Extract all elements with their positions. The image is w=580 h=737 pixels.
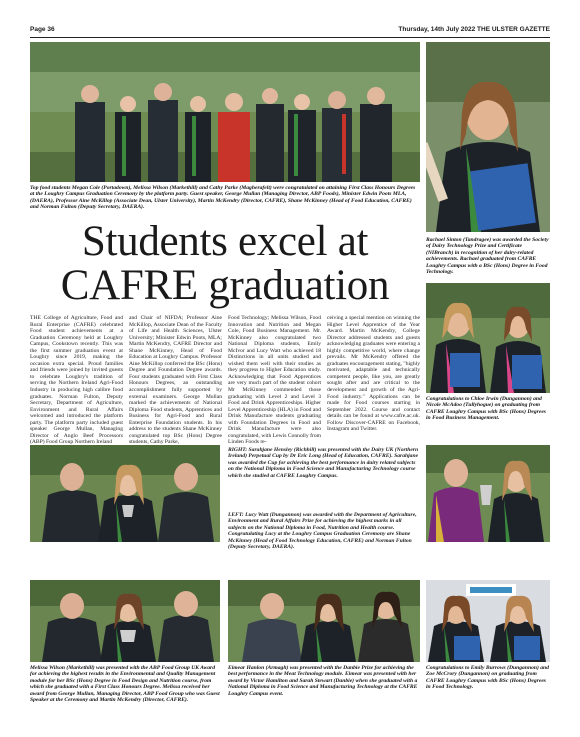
headline-line-2: CAFRE graduation xyxy=(60,262,390,309)
lucy-photo xyxy=(30,445,220,542)
chloe-nicole-caption: Congratulations to Chloe Irwin (Dungannon) and Nicole McAdoo (Tullyhogue) on graduating from CAFRE Loughry Campus with BSc (Hons) Degrees in Food Business Management. xyxy=(426,396,546,422)
date-publication: Thursday, 14th July 2022 THE ULSTER GAZETTE xyxy=(398,26,550,33)
sarahjane-caption: RIGHT: Sarahjane Hensley (Richhill) was presented with the Dairy UK (Northern Ireland) Perpetual Cup by Dr Eric Long (Head of Education, CAFRE). Sarahjane was awarded the Cup for achieving the best performance in dairy related subjects on the National Diploma in Food Science and Manufacturing Technology course which she studied at CAFRE Loughry Campus. xyxy=(228,447,419,479)
melissa-caption: Melissa Wilson (Markethill) was presented with the ABP Food Group UK Award for achieving the highest results in the Environmental and Quality Management module for her BSc (Hons) Degree in Food Design and Nutrition course, from which she graduated with a First Class Honours Degree. Melissa received her award from George Mullan, Managing Director, ABP Food Group who was Guest Speaker at the Ceremony and Martin McKendry (Director, CAFRE). xyxy=(30,665,220,704)
rachael-caption: Rachael Sinton (Tandragee) was awarded the Society of Dairy Technology Prize and Certificate (NIBranch) in recognition of her dairy-related achievements. Rachael graduated from CAFRE Loughry Campus with a BSc (Hons) Degree in Food Technology. xyxy=(426,237,549,276)
emily-zoe-caption: Congratulations to Emily Burrows (Dungannon) and Zoe McCrory (Dungannon) on graduating from CAFRE Loughry Campus with BSc (Hons) Degrees in Food Technology. xyxy=(426,665,549,691)
article-column-3 xyxy=(228,315,321,446)
eimear-photo xyxy=(228,580,420,662)
header-rule xyxy=(30,37,550,38)
melissa-photo xyxy=(30,580,220,662)
article-text-col3: Food Technology; Melissa Wilson, Food Innovation and Nutrition and Megan Cole, Food Business Management. Mr. McKinney also congratulated two National Diploma students, Emily McIvor and Lucy Watt who achieved 18 Distinctions in all units studied and wished them well with their studies as they progress to Higher Education study. Acknowledging that Food Apprentices are very much part of the student cohort Mr McKinney commended those graduating with Level 2 and Level 3 Food and Drink Apprenticeships. Higher Level Apprenticeship (HLA) in Food and Drink Manufacture students graduating with Foundation Degrees in Food and Drink Manufacture were also congratulated, with Lewis Connolly from Linden Foods re- xyxy=(228,315,321,446)
lucy-caption: LEFT: Lucy Watt (Dungannon) was awarded with the Department of Agriculture, Environment and Rural Affairs Prize for achieving the highest marks in all subjects on the National Diploma in Food, Nutrition and Health course. Congratulating Lucy at the Loughry Campus Graduation Ceremony are Shane McKinney (Head of Food Technology Education, CAFRE) and Norman Fulton (Deputy Secretary, DAERA). xyxy=(228,512,417,551)
eimear-caption: Eimear Hanlon (Armagh) was presented with the Danbie Prize for achieving the best performance in the Meat Technology module. Eimear was presented with her award by Victor Hamilton and Sarah Stewart (Danbie) when she graduated with a National Diploma in Food Science and Manufacturing Technology at the CAFRE Loughry Campus event. xyxy=(228,665,418,697)
sarahjane-photo xyxy=(426,445,550,542)
article-column-4 xyxy=(327,315,420,433)
article-column-2 xyxy=(129,315,222,446)
chloe-nicole-photo xyxy=(426,283,550,393)
headline xyxy=(30,220,420,308)
headline-line-1: Students excel at xyxy=(81,218,369,265)
group-photo-caption: Top food students Megan Cole (Portadown), Melissa Wilson (Markethill) and Cathy Parke (Magherafelt) were congratulated on attaining First Class Honours Degrees at the Loughry Campus Graduation Ceremony by the platform party. Guest speaker, George Mullan (Managing Director, ABP Foods), Minister Edwin Poots MLA, (DAERA), Professor Aine McKillop (Associate Dean, Ulster University), Martin McKendry (Director, CAFRE), Shane McKinney (Head of Food Education, CAFRE) and Norman Fulton (Deputy Secretary, DAERA). xyxy=(30,185,416,211)
emily-zoe-photo xyxy=(426,580,550,662)
article-text-col1: THE College of Agriculture, Food and Rural Enterprise (CAFRE) celebrated Food student achievements at a Graduation Ceremony held at Loughry Campus, Cookstown recently. This was the first summer graduation event at Loughry since 2019, making the occasion extra special. Proud families and friends were joined by invited guests to celebrate Loughry's tradition of serving the Northern Ireland Agri-Food Industry in producing high calibre food graduates. Norman Fulton, Deputy Secretary, Department of Agriculture, Environment and Rural Affairs welcomed and introduced the platform party. The platform party included guest speaker George Mullan, Managing Director of Anglo Beef Processors (ABP) Food Group Northern Ireland xyxy=(30,315,123,446)
article-text-col2: and Chair of NIFDA; Professor Aine McKillop, Associate Dean of the Faculty of Life and Health Sciences, Ulster University; Minister Edwin Poots, MLA; Martin McKendry, CAFRE Director and Shane McKinney, Head of Food Education at Loughry Campus. Professor Aine McKillop conferred the BSc (Hons) Degree and Foundation Degree awards. Four students graduated with First Class Honours Degrees, an outstanding accomplishment fully supported by external examiners. George Mullan marked the achievements of National Diploma Food students, Apprentices and Business for Agri-Food and Rural Enterprise Foundation students. In his address to the students Shane McKinney congratulated top BSc (Hons) Degree students, Cathy Parke, xyxy=(129,315,222,446)
page-number: Page 36 xyxy=(30,26,55,33)
article-text-col4: ceiving a special mention on winning the Higher Level Apprentice of the Year Award. Martin McKendry, College Director addressed students and guests acknowledging graduates were entering a highly competitive world, where change prevails. Mr McKendry offered the graduates encouragement stating, "highly motivated, adaptable and technically competent people, like you, are greatly sought after and are critical to the development and growth of the Agri-Food industry." Applications can be made for Food courses starting in September 2022. Course and contact details can be found at www.cafre.ac.uk. Follow Discover-CAFRE on Facebook, Instagram and Twitter. xyxy=(327,315,420,433)
rachael-portrait xyxy=(426,42,550,232)
article-column-1 xyxy=(30,315,123,446)
group-photo xyxy=(30,42,420,182)
